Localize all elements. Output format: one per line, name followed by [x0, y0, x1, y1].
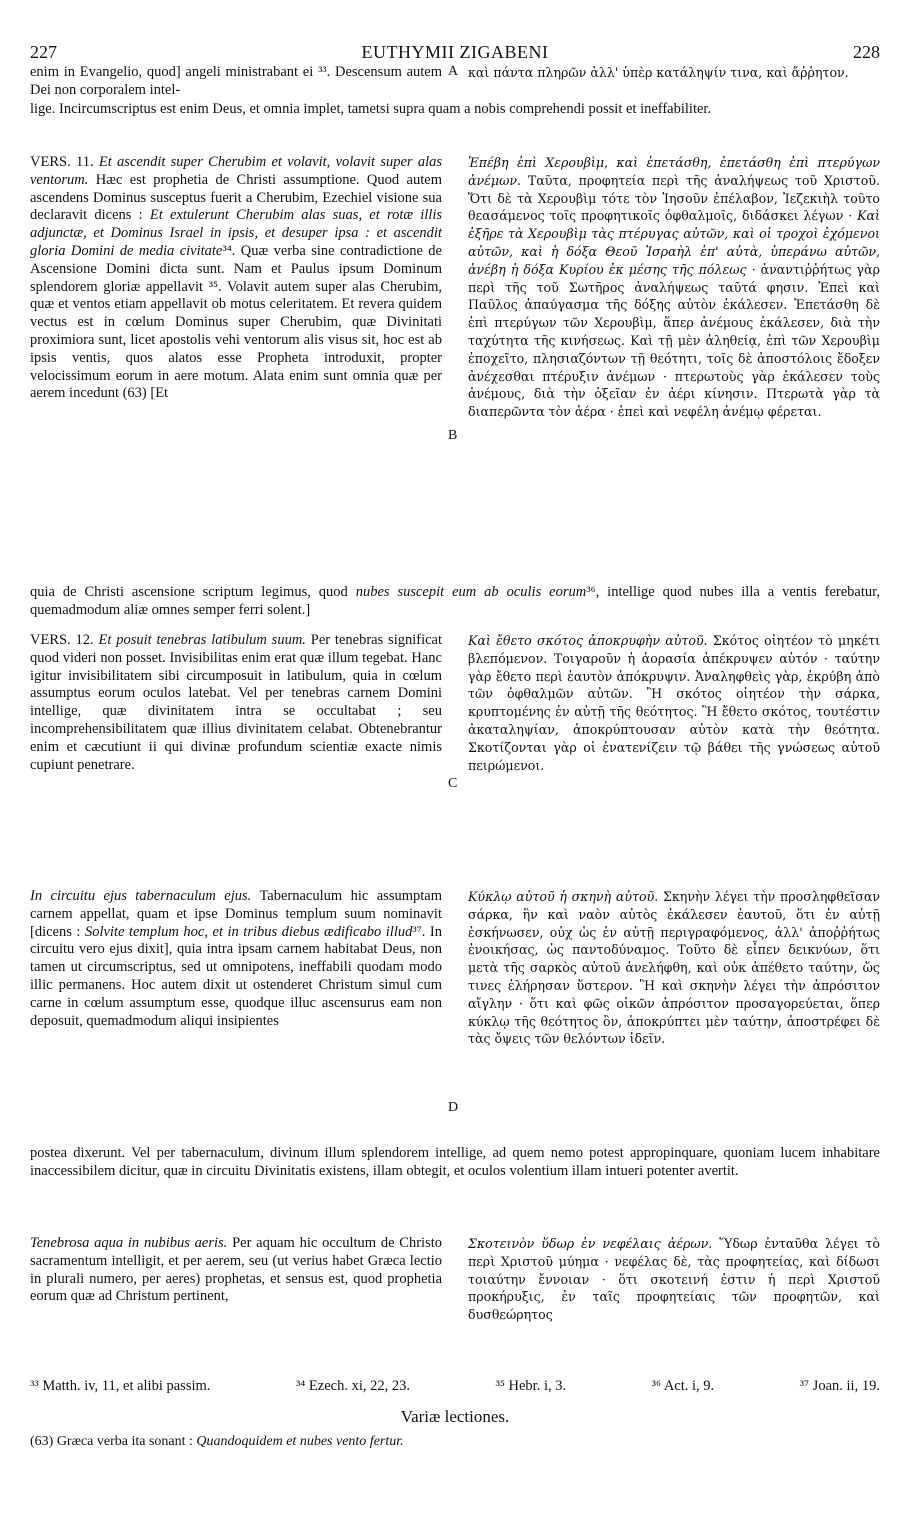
latin-text: ³⁷. In circuitu vero ejus dixit], quia intra ipsam carnem habitabat Deus, non tamen ut circumscriptus, sed ut omnipotens, ineffabili quodam modo illic permanens. Hoc autem dixit ut ostenderet Christum simul cum carne in cœlum assumptum esse, quodque illuc ascensurus eam non deposuit, quemadmodum aliqui insipientes [30, 923, 443, 1029]
page-number-left: 227 [30, 42, 57, 62]
greek-paragraph [468, 1235, 880, 1324]
latin-paragraph: enim in Evangelio, quod] angeli ministrabant ei ³³. Descensum autem Dei non corporalem intel- [30, 64, 442, 98]
greek-text: Σκότος οἰητέον τὸ μηκέτι βλεπόμενον. Τοιγαροῦν ἡ ἀορασία ἀπέκρυψεν αὐτόν · ταύτην γὰρ ἔθετο περὶ ἑαυτὸν ἀπόκρυψιν. Ἀναληφθεὶς γὰρ, ἐκρύβη ἀπὸ τῶν ὀφθαλμῶν αὐτῶν. Ἢ σκότος οἰητέον τὴν σάρκα, κρυπτομένης ἐν αὐτῇ τῆς θεότητος. Ἢ ἔθετο σκότος, τουτέστιν ἀκαταληψίαν, ἀποκρύπτουσαν αὐτὸν κατὰ τὴν θεότητα. Σκοτίζονται γὰρ οἱ ἐνατενίζειν τῷ βάθει τῆς γνώσεως αὐτοῦ πειρώμενοι. [468, 633, 881, 773]
greek-paragraph [468, 888, 880, 1048]
margin-marker-b: B [448, 428, 458, 443]
scripture-quote: nubes suscepit eum ab oculis eorum [355, 584, 587, 600]
variae-lectiones-title: Variæ lectiones. [400, 1407, 510, 1426]
greek-text: Ταῦτα, προφητεία περὶ τῆς ἀναλήψεως τοῦ Χριστοῦ. Ὅτι δὲ τὰ Χερουβὶμ τότε τὸν Ἰησοῦν ἐπέλαβον, Ἰεζεκιὴλ τοῦτο θεασάμενος τοῖς προφητικοῖς ὀφθαλμοῖς, διδάσκει λέγων · [468, 172, 880, 224]
margin-marker-d: D [448, 1100, 459, 1115]
footnote: ³⁶ Act. i, 9. [651, 1378, 715, 1394]
verse-quote: Σκοτεινὸν ὕδωρ ἐν νεφέλαις ἀέρων. [468, 1236, 713, 1251]
page-number-right: 228 [853, 42, 880, 62]
verse-label: VERS. 12. [30, 632, 94, 648]
latin-text: Hæc est prophetia de Christi assumptione. Quod autem ascendens Dominus susceptus fuerit a Cherubim, Ezechiel visione sua declaravit dicens : [30, 171, 442, 224]
verse-quote: Ἐπέβη ἐπὶ Χερουβὶμ, καὶ ἐπετάσθη, ἐπετάσθη ἐπὶ πτερύγων ἀνέμων. [468, 155, 880, 188]
greek-column-block2 [468, 154, 880, 421]
footnote: ³³ Matth. iv, 11, et alibi passim. [30, 1378, 211, 1394]
greek-column-block3 [468, 632, 880, 774]
full-width-paragraph: lige. Incircumscriptus est enim Deus, et omnia implet, tametsi supra quam a nobis comprehendi possit et ineffabiliter. [30, 101, 712, 117]
full-width-paragraph: postea dixerunt. Vel per tabernaculum, divinum illum splendorem intellige, ad quem nemo potest appropinquare, quoniam lucem inhabitare inaccessibilem dicitur, quæ in circuitu Divinitatis existens, illam obtegit, et oculos volentium illam intueri potenter avertit. [30, 1145, 880, 1179]
full-text: ³⁶, intellige quod nubes illa a ventis ferebatur, quemadmodum aliæ omnes semper ferri solent.] [30, 584, 881, 618]
latin-column-block4 [30, 888, 442, 1030]
footnotes [30, 1378, 880, 1395]
running-title: EUTHYMII ZIGABENI [361, 42, 549, 62]
greek-column-block1 [468, 64, 880, 82]
greek-column-block5 [468, 1235, 880, 1324]
greek-paragraph [468, 154, 880, 421]
latin-text: Per tenebras significat quod videri non posset. Invisibilitas enim erat quæ illum tegebat. Hanc igitur invisibilitatem sibi circumposuit in latibulum, quia in cœlum assumptus eorum oculos latebat. Vel per tenebras carnem Domini intellige, quæ divinitatem intra se occultabat ; seu incomprehensibilitatem quæ illius divinitatem celabat. Obtenebrantur enim et cæcutiunt ii qui divinæ profundum scientiæ exacte nimis cupiunt penetrare. [30, 632, 443, 773]
verse-quote: In circuitu ejus tabernaculum ejus. [30, 888, 252, 904]
document-page [30, 0, 880, 1540]
latin-paragraph [30, 1235, 442, 1306]
footnote: ³⁷ Joan. ii, 19. [799, 1378, 880, 1394]
latin-column-block3 [30, 632, 442, 774]
page-header [30, 42, 880, 64]
margin-marker-c: C [448, 776, 458, 791]
verse-quote: Et posuit tenebras latibulum suum. [98, 632, 306, 648]
full-text: quia de Christi ascensione scriptum legimus, quod [30, 584, 348, 600]
latin-paragraph [30, 632, 442, 774]
greek-paragraph [468, 632, 880, 774]
variant-note: (63) Græca verba ita sonant : [30, 1434, 193, 1449]
full-width-continuation-4 [30, 1145, 880, 1181]
verse-label: VERS. 11. [30, 154, 94, 170]
verse-quote: Et ascendit super Cherubim et volavit, volavit super alas ventorum. [30, 154, 443, 188]
verse-quote: Tenebrosa aqua in nubibus aeris. [30, 1235, 228, 1251]
scripture-quote: Solvite templum hoc, et in tribus diebus ædificabo illud [84, 923, 413, 940]
latin-paragraph [30, 888, 442, 1030]
greek-text: Σκηνὴν λέγει τὴν προσληφθεῖσαν σάρκα, ἣν καὶ ναὸν αὐτὸς ἐκάλεσεν ἑαυτοῦ, ὅτι ἐν αὐτῇ ἐσκήνωσεν, οὐχ ὡς ἐν αὐτῇ περιγραφόμενος, ἀλλ' ἀποῤῥήτως ἐνοικήσας, ὡς παντοδύναμος. Τοῦτο δὲ εἶπεν δεικνύων, ὅτι μετὰ τῆς σαρκὸς αὐτοῦ ἀνελήφθη, καὶ οὐκ ἀπέθετο ταύτην, ὥς τινες ἐλήρησαν ὕστερον. Ἢ καὶ σκηνὴν λέγει τὴν ἀπρόσιτον αἴγλην · ὅτι καὶ φῶς οἰκῶν ἀπρόσιτον προσαγορεύεται, ὅπερ κύκλῳ τῆς θεότητος ὂν, ἀποκρύπτει μὲν ταύτην, ἀποστρέφει δὲ τὰς ὄψεις τῶν θελόντων ἰδεῖν. [468, 889, 880, 1047]
greek-text: · ἀναντιῤῥήτως γὰρ περὶ τῆς τοῦ Σωτῆρος ἀναλήψεως ταῦτά φησιν. Ἐπεὶ καὶ Παῦλος ἀπαύγασμα τῆς δόξης αὐτὸν ἐκάλεσεν. Ἐπετάσθη δὲ ἐπὶ πτερύγων τῶν Χερουβὶμ, ἅπερ ἀνέμους ἐκάλεσεν, διὰ τὴν ταχύτητα τῆς κινήσεως. Καὶ τῇ μὲν ἀληθείᾳ, ἐπὶ τῶν Χερουβὶμ ἐποχεῖτο, πλησιαζόντων τῇ θεότητι, τοῖς δὲ ἀποστόλοις ἔδοξεν ἀνέχεσθαι πτέρυξιν ἀνέμων · πτερωτοὺς γὰρ ἐκάλεσεν τοὺς ἀνέμους, διὰ τὴν ὀξεῖαν ἐν ἀέρι κίνησιν. Πτερωτὰ γὰρ τὰ διαπερῶντα τὸν ἀέρα · ἐπεὶ καὶ νεφέλη ἀνέμῳ φέρεται. [468, 261, 880, 420]
full-width-continuation-2 [30, 584, 880, 620]
scripture-quote: Καὶ ἐξῆρε τὰ Χερουβὶμ τὰς πτέρυγας αὐτῶν, καὶ οἱ τροχοὶ ἐχόμενοι αὐτῶν, καὶ ἡ δόξα Θεοῦ Ἰσραὴλ ἐπ' αὐτὰ, ὑπεράνω αὐτῶν, ἀνέβη ἡ δόξα Κυρίου ἐκ μέσης τῆς πόλεως [468, 208, 880, 277]
footnote: ³⁵ Hebr. i, 3. [495, 1378, 567, 1394]
footnote: ³⁴ Ezech. xi, 22, 23. [295, 1378, 410, 1394]
latin-text: Tabernaculum hic assumptam carnem appellat, quam et ipse Dominus templum suum nominavit [dicens : [30, 888, 442, 940]
full-width-continuation-1 [30, 101, 880, 119]
greek-text: Ὕδωρ ἐνταῦθα λέγει τὸ περὶ Χριστοῦ μύημα · νεφέλας δὲ, τὰς προφητείας, καὶ δίδωσι τοιαύτην ἔννοιαν · ὅτι σκοτεινή ἐστιν ἡ περὶ Χριστοῦ προκήρυξις, ἐν ταῖς προφητείαις τῶν προφητῶν, καὶ δυσθεώρητος [468, 1236, 880, 1323]
full-width-paragraph [30, 584, 880, 620]
verse-quote: Καὶ ἔθετο σκότος ἀποκρυφὴν αὐτοῦ. [468, 633, 708, 648]
verse-quote: Κύκλῳ αὐτοῦ ἡ σκηνὴ αὐτοῦ. [468, 889, 659, 904]
variant-quote: Quandoquidem et nubes vento fertur. [196, 1434, 404, 1449]
latin-paragraph [30, 154, 442, 403]
latin-text: Per aquam hic occultum de Christo sacramentum intelligit, et per aerem, seu (ut verius habet Græca lectio in plurali numero, per aeres) prophetas, et sensus est, quod prophetia eorum quæ ad Christum pertinent, [30, 1235, 442, 1305]
greek-paragraph: καὶ πάντα πληρῶν ἀλλ' ὑπὲρ κατάληψίν τινα, καὶ ἄῤῥητον. [468, 65, 849, 80]
margin-marker-a: A [448, 64, 459, 79]
latin-column-block2 [30, 154, 442, 403]
greek-column-block4 [468, 888, 880, 1048]
latin-text: ³⁴. Quæ verba sine contradictione de Ascensione Domini dicta sunt. Nam et Paulus ipsum Dominum splendorem gloriæ appellavit ³⁵. Volavit autem super alas Cherubim, quæ et ventos etiam appellavit ob motus celeritatem. Et revera quidem vectus est in cœlum Dominus super Cherubim, quæ Divinitati proximiora sunt, licet apostolis vehi ventorum alis visus sit, hoc est ab ipsis ventis, quos alatos esse Propheta introduxit, propter velocissimum eorum in aere motum. Alata enim sunt omnia quæ per aerem incedunt (63) [Et [30, 242, 442, 402]
latin-column-block1 [30, 64, 442, 100]
variae-lectiones-text [30, 1434, 880, 1450]
latin-column-block5 [30, 1235, 442, 1306]
scripture-quote: Et extulerunt Cherubim alas suas, et rotæ illis adjunctæ, et Dominus Israel in ipsis, et desuper ipsa : et ascendit gloria Domini de media civitate [30, 207, 443, 259]
